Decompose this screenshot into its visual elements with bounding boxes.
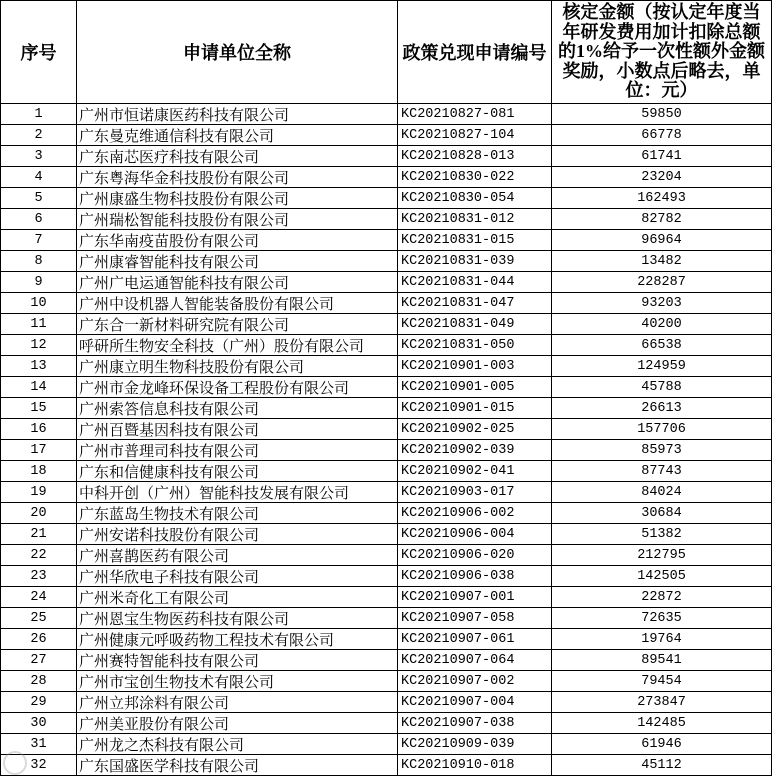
company-name-cell: 广州康立明生物科技股份有限公司: [77, 356, 398, 377]
company-name-cell: 广州美亚股份有限公司: [77, 713, 398, 734]
company-name-cell: 广州恩宝生物医药科技有限公司: [77, 608, 398, 629]
approved-amount-cell: 79454: [552, 671, 772, 692]
header-application-code: 政策兑现申请编号: [398, 1, 552, 104]
approved-amount-cell: 85973: [552, 440, 772, 461]
row-number-cell: 22: [1, 545, 77, 566]
approved-amount-cell: 45788: [552, 377, 772, 398]
company-name-cell: 广东南芯医疗科技有限公司: [77, 146, 398, 167]
company-name-cell: 广州瑞松智能科技股份有限公司: [77, 209, 398, 230]
row-number-cell: 7: [1, 230, 77, 251]
header-approved-amount-text: 核定金额（按认定年度当年研发费用加计扣除总额的1%给予一次性额外金额奖励，小数点后略去，单位：元）: [558, 2, 765, 101]
company-name-cell: 呼研所生物安全科技（广州）股份有限公司: [77, 335, 398, 356]
company-name-cell: 广东华南疫苗股份有限公司: [77, 230, 398, 251]
application-code-cell: KC20210902-041: [398, 461, 552, 482]
approved-amount-cell: 26613: [552, 398, 772, 419]
approved-amount-cell: 142505: [552, 566, 772, 587]
row-number-cell: 16: [1, 419, 77, 440]
approved-amount-cell: 66778: [552, 125, 772, 146]
approved-amount-cell: 142485: [552, 713, 772, 734]
application-code-cell: KC20210831-044: [398, 272, 552, 293]
company-name-cell: 广州米奇化工有限公司: [77, 587, 398, 608]
approved-amount-cell: 66538: [552, 335, 772, 356]
application-code-cell: KC20210830-022: [398, 167, 552, 188]
application-code-cell: KC20210907-001: [398, 587, 552, 608]
company-name-cell: 广州市金龙峰环保设备工程股份有限公司: [77, 377, 398, 398]
application-code-cell: KC20210902-025: [398, 419, 552, 440]
row-number-cell: 12: [1, 335, 77, 356]
company-name-cell: 广东国盛医学科技有限公司: [77, 755, 398, 776]
application-code-cell: KC20210901-003: [398, 356, 552, 377]
approved-amount-cell: 72635: [552, 608, 772, 629]
company-name-cell: 广州华欣电子科技有限公司: [77, 566, 398, 587]
company-name-cell: 广东和信健康科技有限公司: [77, 461, 398, 482]
row-number-cell: 19: [1, 482, 77, 503]
application-code-cell: KC20210828-013: [398, 146, 552, 167]
application-code-cell: KC20210907-038: [398, 713, 552, 734]
row-number-cell: 8: [1, 251, 77, 272]
company-name-cell: 广州市宝创生物技术有限公司: [77, 671, 398, 692]
approved-amount-cell: 212795: [552, 545, 772, 566]
row-number-cell: 5: [1, 188, 77, 209]
header-approved-amount: [552, 1, 772, 104]
approved-amount-cell: 157706: [552, 419, 772, 440]
application-code-cell: KC20210831-015: [398, 230, 552, 251]
company-name-cell: 广州百暨基因科技有限公司: [77, 419, 398, 440]
approved-amount-cell: 96964: [552, 230, 772, 251]
application-code-cell: KC20210906-020: [398, 545, 552, 566]
approved-amount-cell: 61946: [552, 734, 772, 755]
approved-amount-cell: 19764: [552, 629, 772, 650]
approved-amount-cell: 30684: [552, 503, 772, 524]
row-number-cell: 4: [1, 167, 77, 188]
header-company-name: 申请单位全称: [77, 1, 398, 104]
application-code-cell: KC20210906-038: [398, 566, 552, 587]
company-name-cell: 广州龙之杰科技有限公司: [77, 734, 398, 755]
application-code-cell: KC20210907-064: [398, 650, 552, 671]
approved-amount-cell: 22872: [552, 587, 772, 608]
approved-amount-cell: 124959: [552, 356, 772, 377]
row-number-cell: 23: [1, 566, 77, 587]
company-name-cell: 广东蓝岛生物技术有限公司: [77, 503, 398, 524]
application-code-cell: KC20210903-017: [398, 482, 552, 503]
row-number-cell: 20: [1, 503, 77, 524]
approved-amount-cell: 89541: [552, 650, 772, 671]
application-code-cell: KC20210830-054: [398, 188, 552, 209]
row-number-cell: 15: [1, 398, 77, 419]
row-number-cell: 28: [1, 671, 77, 692]
header-row-number: 序号: [1, 1, 77, 104]
row-number-cell: 17: [1, 440, 77, 461]
company-name-cell: 广州中设机器人智能装备股份有限公司: [77, 293, 398, 314]
application-code-cell: KC20210831-047: [398, 293, 552, 314]
application-code-cell: KC20210906-004: [398, 524, 552, 545]
approved-amount-cell: 51382: [552, 524, 772, 545]
row-number-cell: 6: [1, 209, 77, 230]
company-name-cell: 广州康盛生物科技股份有限公司: [77, 188, 398, 209]
row-number-cell: 10: [1, 293, 77, 314]
approved-amount-cell: 82782: [552, 209, 772, 230]
company-name-cell: 广东曼克维通信科技有限公司: [77, 125, 398, 146]
row-number-cell: 2: [1, 125, 77, 146]
approved-amount-cell: 93203: [552, 293, 772, 314]
row-number-cell: 31: [1, 734, 77, 755]
row-number-cell: 25: [1, 608, 77, 629]
approved-amount-cell: 162493: [552, 188, 772, 209]
row-number-cell: 14: [1, 377, 77, 398]
application-code-cell: KC20210910-018: [398, 755, 552, 776]
application-code-cell: KC20210907-061: [398, 629, 552, 650]
company-name-cell: 广州安诺科技股份有限公司: [77, 524, 398, 545]
row-number-cell: 32: [1, 755, 77, 776]
row-number-cell: 11: [1, 314, 77, 335]
approved-amount-cell: 273847: [552, 692, 772, 713]
company-name-cell: 广州康睿智能科技有限公司: [77, 251, 398, 272]
approved-amount-cell: 228287: [552, 272, 772, 293]
company-name-cell: 广州立邦涂料有限公司: [77, 692, 398, 713]
application-code-cell: KC20210909-039: [398, 734, 552, 755]
application-code-cell: KC20210831-039: [398, 251, 552, 272]
row-number-cell: 30: [1, 713, 77, 734]
company-name-cell: 广东合一新材料研究院有限公司: [77, 314, 398, 335]
application-code-cell: KC20210831-049: [398, 314, 552, 335]
row-number-cell: 24: [1, 587, 77, 608]
company-name-cell: 广州索答信息科技有限公司: [77, 398, 398, 419]
row-number-cell: 3: [1, 146, 77, 167]
approved-amount-cell: 23204: [552, 167, 772, 188]
approved-amount-cell: 59850: [552, 104, 772, 125]
application-code-cell: KC20210902-039: [398, 440, 552, 461]
approved-amount-cell: 87743: [552, 461, 772, 482]
row-number-cell: 1: [1, 104, 77, 125]
company-name-cell: 广州喜鹊医药有限公司: [77, 545, 398, 566]
approved-amount-cell: 84024: [552, 482, 772, 503]
row-number-cell: 9: [1, 272, 77, 293]
approved-amount-cell: 45112: [552, 755, 772, 776]
row-number-cell: 29: [1, 692, 77, 713]
row-number-cell: 21: [1, 524, 77, 545]
company-name-cell: 中科开创（广州）智能科技发展有限公司: [77, 482, 398, 503]
row-number-cell: 18: [1, 461, 77, 482]
company-name-cell: 广州市恒诺康医药科技有限公司: [77, 104, 398, 125]
application-code-cell: KC20210827-104: [398, 125, 552, 146]
application-code-cell: KC20210901-005: [398, 377, 552, 398]
row-number-cell: 27: [1, 650, 77, 671]
approved-amount-cell: 13482: [552, 251, 772, 272]
approved-amount-cell: 61741: [552, 146, 772, 167]
application-code-cell: KC20210906-002: [398, 503, 552, 524]
application-code-cell: KC20210831-012: [398, 209, 552, 230]
company-name-cell: 广州市普理司科技有限公司: [77, 440, 398, 461]
company-name-cell: 广州赛特智能科技有限公司: [77, 650, 398, 671]
company-name-cell: 广州健康元呼吸药物工程技术有限公司: [77, 629, 398, 650]
application-code-cell: KC20210907-004: [398, 692, 552, 713]
company-name-cell: 广东粤海华金科技股份有限公司: [77, 167, 398, 188]
application-code-cell: KC20210901-015: [398, 398, 552, 419]
application-code-cell: KC20210907-002: [398, 671, 552, 692]
application-code-cell: KC20210907-058: [398, 608, 552, 629]
row-number-cell: 26: [1, 629, 77, 650]
application-code-cell: KC20210831-050: [398, 335, 552, 356]
approved-amount-cell: 40200: [552, 314, 772, 335]
application-code-cell: KC20210827-081: [398, 104, 552, 125]
row-number-cell: 13: [1, 356, 77, 377]
company-name-cell: 广州广电运通智能科技有限公司: [77, 272, 398, 293]
